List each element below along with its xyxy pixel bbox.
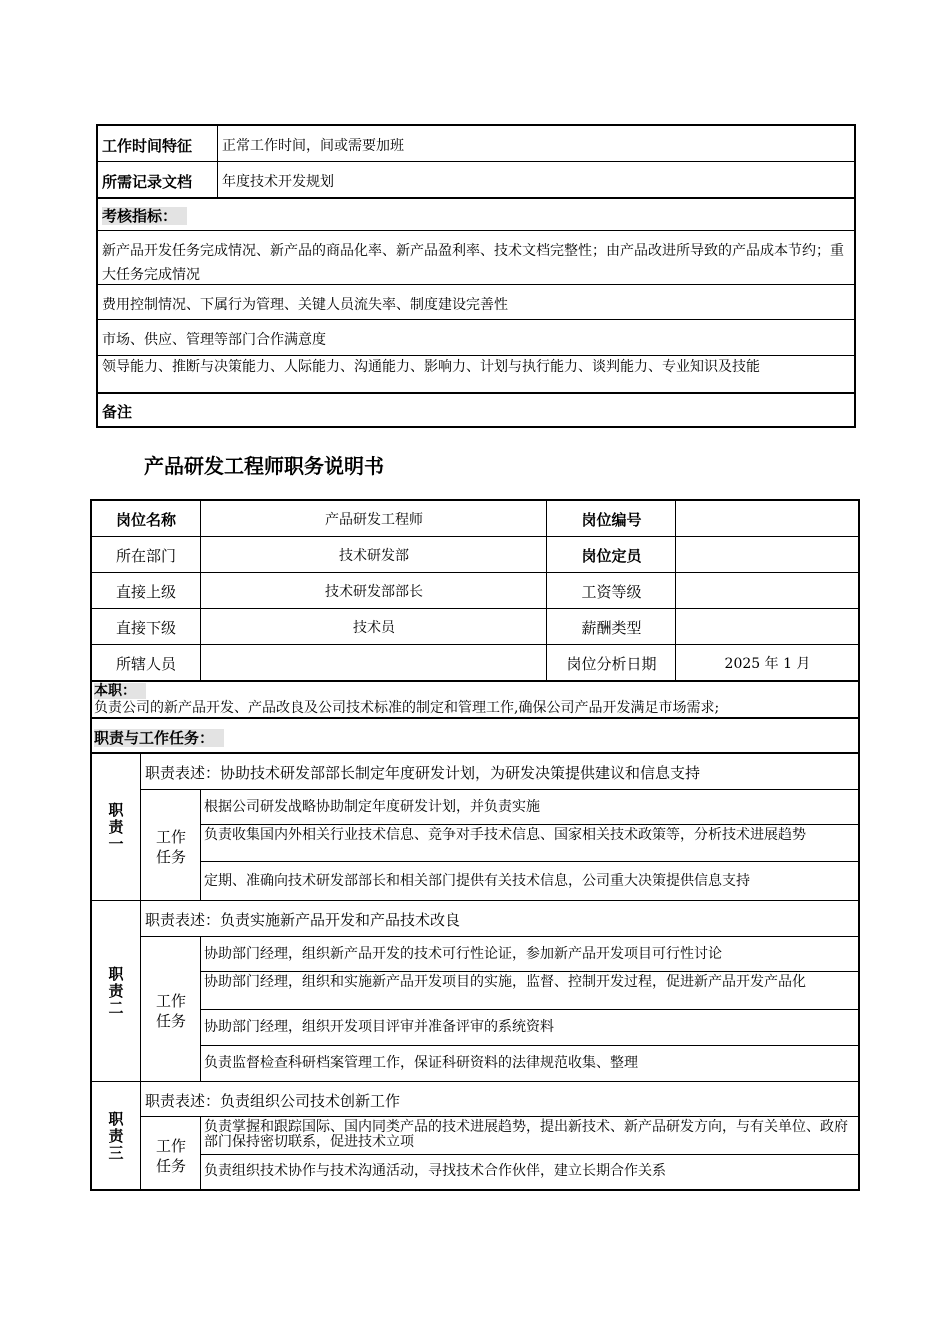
task-item: 负责收集国内外相关行业技术信息、竞争对手技术信息、国家相关技术政策等，分析技术进展趋势 (204, 827, 806, 843)
grade-label: 工资等级 (581, 582, 642, 601)
post-no-label: 岗位编号 (581, 510, 642, 529)
task-item: 负责监督检查科研档案管理工作，保证科研资料的法律规范收集、整理 (204, 1055, 638, 1071)
remarks-label: 备注 (102, 403, 133, 421)
records-value: 年度技术开发规划 (222, 174, 334, 190)
duty-2-title: 职责二 (108, 965, 124, 1017)
work-time-label: 工作时间特征 (98, 126, 218, 161)
duty-2-desc: 职责表述：负责实施新产品开发和产品技术改良 (145, 911, 461, 929)
quota-label: 岗位定员 (581, 546, 642, 565)
superior-value: 技术研发部部长 (325, 584, 423, 600)
kpi-item: 新产品开发任务完成情况、新产品的商品化率、新产品盈利率、技术文档完整性；由产品改进所导致的产品成本节约；重大任务完成情况 (102, 243, 844, 283)
task-item: 根据公司研发战略协助制定年度研发计划，并负责实施 (204, 799, 540, 815)
duties-header: 职责与工作任务： (94, 729, 224, 747)
task-item: 协助部门经理，组织开发项目评审并准备评审的系统资料 (204, 1019, 554, 1035)
task-item: 负责组织技术协作与技术沟通活动，寻找技术合作伙伴，建立长期合作关系 (204, 1163, 666, 1179)
grade-value (676, 573, 859, 609)
task-item: 协助部门经理，组织新产品开发的技术可行性论证，参加新产品开发项目可行性讨论 (204, 946, 722, 962)
duty-1-desc: 职责表述：协助技术研发部部长制定年度研发计划，为研发决策提供建议和信息支持 (145, 764, 701, 782)
duty-1-title: 职责一 (108, 801, 124, 853)
duty-3-desc: 职责表述：负责组织公司技术创新工作 (145, 1092, 401, 1110)
task-item: 协助部门经理，组织和实施新产品开发项目的实施，监督、控制开发过程，促进新产品开发产品化 (204, 974, 806, 990)
duty-3-title: 职责三 (108, 1110, 124, 1162)
work-task-label: 工作任务 (155, 828, 186, 866)
kpi-item: 领导能力、推断与决策能力、人际能力、沟通能力、影响力、计划与执行能力、谈判能力、专业知识及技能 (102, 359, 760, 375)
dept-value: 技术研发部 (339, 548, 409, 564)
task-item: 负责掌握和跟踪国际、国内同类产品的技术进展趋势，提出新技术、新产品研发方向，与有关单位、政府部门保持密切联系，促进技术立项 (204, 1119, 848, 1150)
post-name-label: 岗位名称 (115, 510, 176, 529)
subordinate-value: 技术员 (353, 620, 395, 636)
task-item: 定期、准确向技术研发部部长和相关部门提供有关技术信息，公司重大决策提供信息支持 (204, 873, 750, 889)
staff-label: 所辖人员 (115, 654, 176, 673)
summary-text: 负责公司的新产品开发、产品改良及公司技术标准的制定和管理工作,确保公司产品开发满足市场需求; (94, 700, 720, 716)
doc-title: 产品研发工程师职务说明书 (144, 454, 384, 478)
superior-label: 直接上级 (115, 582, 176, 601)
quota-value (676, 537, 859, 573)
dept-label: 所在部门 (115, 546, 176, 565)
kpi-item: 费用控制情况、下属行为管理、关键人员流失率、制度建设完善性 (102, 297, 508, 313)
analysis-date-label: 岗位分析日期 (566, 654, 657, 673)
analysis-date-value: 2025 年 1 月 (724, 656, 811, 672)
work-task-label: 工作任务 (155, 1137, 186, 1175)
records-label: 所需记录文档 (98, 162, 218, 197)
pay-type-value (676, 609, 859, 645)
kpi-item: 市场、供应、管理等部门合作满意度 (102, 332, 326, 348)
pay-type-label: 薪酬类型 (581, 618, 642, 637)
staff-value (201, 645, 547, 681)
post-no-value (676, 501, 859, 537)
kpi-label: 考核指标： (102, 207, 187, 225)
summary-label: 本职： (94, 683, 146, 699)
post-name-value: 产品研发工程师 (325, 512, 423, 528)
subordinate-label: 直接下级 (115, 618, 176, 637)
work-time-value: 正常工作时间，间或需要加班 (222, 138, 404, 154)
work-task-label: 工作任务 (155, 992, 186, 1030)
